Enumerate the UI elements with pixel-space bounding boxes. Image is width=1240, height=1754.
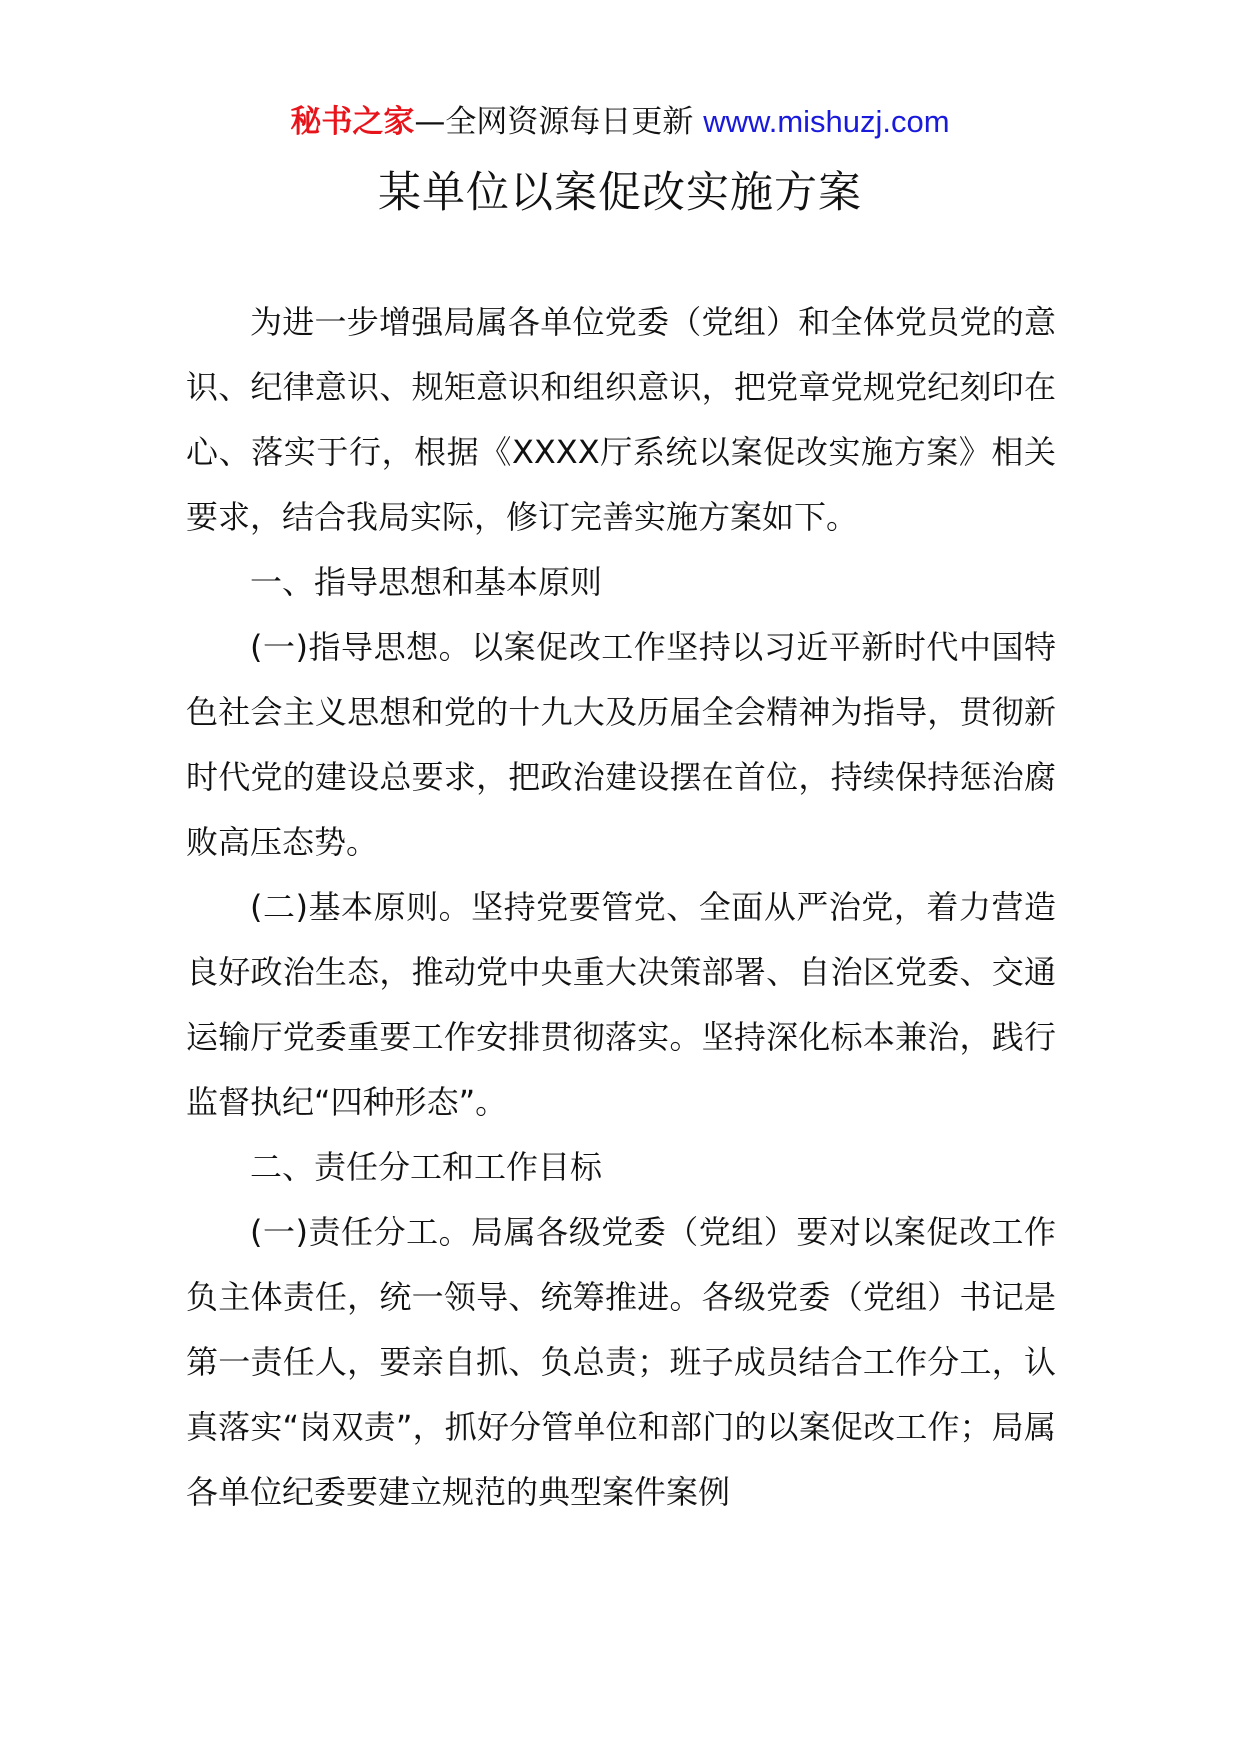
site-url-link[interactable]: www.mishuzj.com <box>703 104 950 139</box>
document-title: 某单位以案促改实施方案 <box>378 168 862 218</box>
site-brand: 秘书之家 <box>290 104 415 140</box>
responsibility-division-paragraph: (一)责任分工。局属各级党委（党组）要对以案促改工作负主体责任，统一领导、统筹推进。各级党委（党组）书记是第一责任人，要亲自抓、负总责；班子成员结合工作分工，认真落实“岗双责”，抓好分管单位和部门的以案促改工作；局属各单位纪委要建立规范的典型案件案例 <box>186 1213 1056 1511</box>
document-body <box>186 290 1056 1525</box>
basic-principles-paragraph: (二)基本原则。坚持党要管党、全面从严治党，着力营造良好政治生态，推动党中央重大决策部署、自治区党委、交通运输厅党委重要工作安排贯彻落实。坚持深化标本兼治，践行监督执纪“四种形态”。 <box>186 888 1056 1121</box>
section-heading-responsibilities: 二、责任分工和工作目标 <box>250 1148 603 1186</box>
site-header <box>0 100 1240 144</box>
section-heading-guiding-principles: 一、指导思想和基本原则 <box>250 563 603 601</box>
guiding-ideology-paragraph: (一)指导思想。以案促改工作坚持以习近平新时代中国特色社会主义思想和党的十九大及历届全会精神为指导，贯彻新时代党的建设总要求，把政治建设摆在首位，持续保持惩治腐败高压态势。 <box>186 628 1056 861</box>
site-tagline: —全网资源每日更新 <box>414 104 704 140</box>
intro-paragraph: 为进一步增强局属各单位党委（党组）和全体党员党的意识、纪律意识、规矩意识和组织意识，把党章党规党纪刻印在心、落实于行，根据《XXXX厅系统以案促改实施方案》相关要求，结合我局实际，修订完善实施方案如下。 <box>186 303 1056 536</box>
